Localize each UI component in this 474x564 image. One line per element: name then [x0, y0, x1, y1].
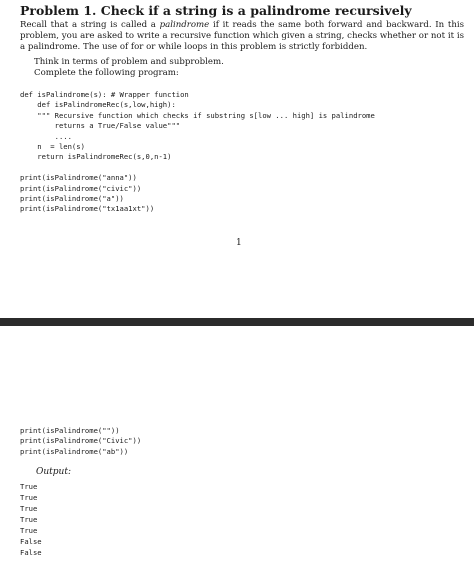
page-divider: [0, 318, 474, 326]
page-number: 1: [236, 238, 242, 248]
code-listing-page-2: [20, 426, 141, 457]
code-line: print(isPalindrome("civic")): [20, 183, 142, 193]
palindrome-term: palindrome: [159, 20, 210, 30]
code-line: ....: [20, 131, 72, 141]
problem-title: Problem 1. Check if a string is a palindrome recursively: [20, 3, 412, 18]
output-line: True: [20, 482, 38, 491]
output-line: True: [20, 493, 38, 502]
output-line: False: [20, 548, 42, 557]
code-line: print(isPalindrome("ab")): [20, 446, 129, 456]
code-line: print(isPalindrome("tx1aa1xt")): [20, 204, 155, 214]
output-line: True: [20, 515, 38, 524]
code-line: print(isPalindrome("Civic")): [20, 436, 142, 446]
code-line: return isPalindromeRec(s,0,n-1): [20, 152, 172, 162]
code-line: print(isPalindrome("anna")): [20, 173, 137, 183]
output-line: False: [20, 537, 42, 546]
code-line: [20, 163, 375, 173]
code-line: returns a True/False value""": [20, 121, 181, 131]
hint-text: Think in terms of problem and subproblem.: [34, 57, 224, 67]
code-line: print(isPalindrome("")): [20, 426, 120, 435]
output-label: Output:: [36, 467, 71, 477]
instruction-text: Complete the following program:: [34, 68, 179, 78]
code-line: """ Recursive function which checks if substring s[low ... high] is palindrome: [20, 110, 375, 120]
code-line: n = len(s): [20, 142, 85, 152]
code-line: def isPalindromeRec(s,low,high):: [20, 100, 176, 110]
code-line: def isPalindrome(s): # Wrapper function: [20, 90, 189, 99]
code-line: print(isPalindrome("a")): [20, 194, 124, 204]
description-text-start: Recall that a string is called a: [20, 20, 160, 30]
output-listing: [20, 481, 42, 558]
code-listing-page-1: [20, 90, 375, 215]
output-line: True: [20, 526, 38, 535]
output-line: True: [20, 504, 38, 513]
description-text-end: if it reads the same both forward and backward. In this problem, you are asked to write a recursive function which given a string, checks whether or not it is a palindrome. The use of for or while loops in this problem is strictly forbidden.: [20, 20, 465, 53]
document-page-2: [0, 326, 474, 564]
problem-description: [20, 20, 464, 54]
